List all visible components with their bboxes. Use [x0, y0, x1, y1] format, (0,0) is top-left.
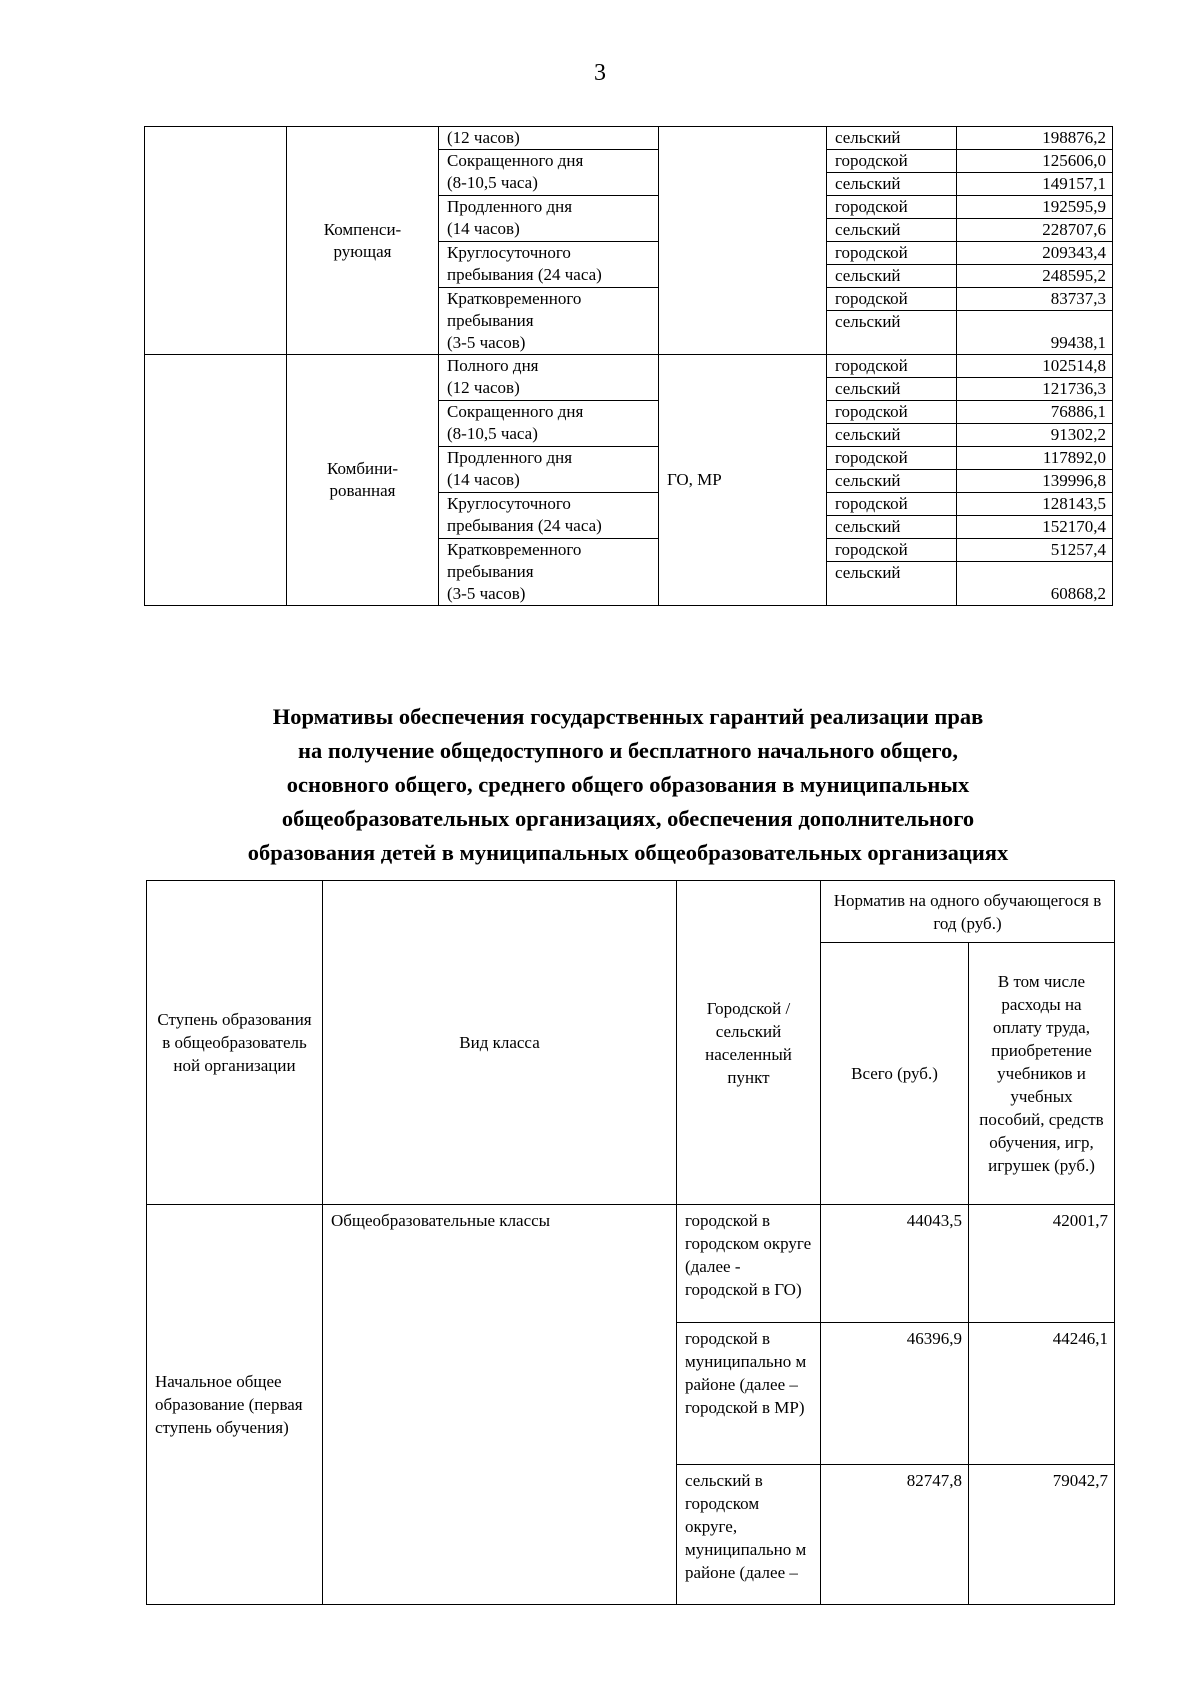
mode-cell: Сокращенного дня (8-10,5 часа) — [439, 401, 659, 447]
value-cell: 192595,9 — [957, 196, 1113, 219]
value-cell: 102514,8 — [957, 355, 1113, 378]
mode-cell: Круглосуточного пребывания (24 часа) — [439, 493, 659, 539]
including-cell: 42001,7 — [969, 1205, 1115, 1323]
settlement-cell: сельский — [827, 173, 957, 196]
settlement-cell: городской — [827, 447, 957, 470]
total-cell: 46396,9 — [821, 1323, 969, 1465]
settlement-cell: городской — [827, 355, 957, 378]
value-cell: 83737,3 — [957, 288, 1113, 311]
settlement-cell: городской в городском округе (далее - городской в ГО) — [677, 1205, 821, 1323]
class-type-cell: Общеобразовательные классы — [323, 1205, 677, 1605]
value-cell: 125606,0 — [957, 150, 1113, 173]
settlement-cell: сельский — [827, 311, 957, 355]
section-heading — [144, 700, 1112, 870]
header-including: В том числе расходы на оплату труда, приобретение учебников и учебных пособий, средств обучения, игр, игрушек (руб.) — [969, 943, 1115, 1205]
mode-cell: Продленного дня (14 часов) — [439, 196, 659, 242]
settlement-cell: сельский — [827, 219, 957, 242]
total-cell: 82747,8 — [821, 1465, 969, 1605]
territory-cell: ГО, МР — [659, 355, 827, 606]
value-cell: 60868,2 — [957, 562, 1113, 606]
preschool-norms-table — [144, 126, 1113, 606]
including-cell: 44246,1 — [969, 1323, 1115, 1465]
value-cell: 117892,0 — [957, 447, 1113, 470]
including-cell: 79042,7 — [969, 1465, 1115, 1605]
settlement-cell: городской — [827, 288, 957, 311]
settlement-cell: сельский — [827, 265, 957, 288]
value-cell: 91302,2 — [957, 424, 1113, 447]
value-cell: 228707,6 — [957, 219, 1113, 242]
settlement-cell: городской — [827, 539, 957, 562]
institution-type-cell: Комбини- рованная — [287, 355, 439, 606]
header-settlement: Городской / сельский населенный пункт — [677, 881, 821, 1205]
mode-cell: Кратковременного пребывания (3-5 часов) — [439, 288, 659, 355]
value-cell: 149157,1 — [957, 173, 1113, 196]
value-cell: 152170,4 — [957, 516, 1113, 539]
header-class-type: Вид класса — [323, 881, 677, 1205]
value-cell: 139996,8 — [957, 470, 1113, 493]
value-cell: 99438,1 — [957, 311, 1113, 355]
heading-line: Нормативы обеспечения государственных гарантий реализации прав — [272, 704, 984, 729]
mode-cell: Кратковременного пребывания (3-5 часов) — [439, 539, 659, 606]
school-norms-table — [146, 880, 1115, 1605]
heading-line: основного общего, среднего общего образования в муниципальных — [286, 772, 970, 797]
settlement-cell: сельский в городском округе, муниципально м районе (далее – — [677, 1465, 821, 1605]
header-stage: Ступень образования в общеобразователь ной организации — [147, 881, 323, 1205]
table-row — [145, 355, 1113, 378]
value-cell: 121736,3 — [957, 378, 1113, 401]
header-norm-group: Норматив на одного обучающегося в год (руб.) — [821, 881, 1115, 943]
value-cell: 248595,2 — [957, 265, 1113, 288]
settlement-cell: городской в муниципально м районе (далее – городской в МР) — [677, 1323, 821, 1465]
header-total: Всего (руб.) — [821, 943, 969, 1205]
page-number: 3 — [594, 60, 606, 86]
value-cell: 51257,4 — [957, 539, 1113, 562]
settlement-cell: сельский — [827, 127, 957, 150]
mode-cell: Круглосуточного пребывания (24 часа) — [439, 242, 659, 288]
territory-cell — [659, 127, 827, 355]
heading-line: образования детей в муниципальных общеобразовательных организациях — [247, 840, 1009, 865]
settlement-cell: сельский — [827, 562, 957, 606]
total-cell: 44043,5 — [821, 1205, 969, 1323]
stage-cell: Начальное общее образование (первая ступень обучения) — [147, 1205, 323, 1605]
settlement-cell: городской — [827, 242, 957, 265]
value-cell: 128143,5 — [957, 493, 1113, 516]
settlement-cell: городской — [827, 401, 957, 424]
blank-cell — [145, 355, 287, 606]
table-row — [145, 127, 1113, 150]
settlement-cell: сельский — [827, 378, 957, 401]
settlement-cell: сельский — [827, 516, 957, 539]
heading-line: общеобразовательных организациях, обеспечения дополнительного — [281, 806, 975, 831]
value-cell: 209343,4 — [957, 242, 1113, 265]
heading-line: на получение общедоступного и бесплатного начального общего, — [298, 738, 958, 763]
settlement-cell: городской — [827, 150, 957, 173]
mode-cell: (12 часов) — [439, 127, 659, 150]
settlement-cell: городской — [827, 196, 957, 219]
value-cell: 198876,2 — [957, 127, 1113, 150]
mode-cell: Сокращенного дня (8-10,5 часа) — [439, 150, 659, 196]
mode-cell: Продленного дня (14 часов) — [439, 447, 659, 493]
blank-cell — [145, 127, 287, 355]
settlement-cell: сельский — [827, 470, 957, 493]
mode-cell: Полного дня (12 часов) — [439, 355, 659, 401]
settlement-cell: городской — [827, 493, 957, 516]
value-cell: 76886,1 — [957, 401, 1113, 424]
institution-type-cell: Компенси- рующая — [287, 127, 439, 355]
settlement-cell: сельский — [827, 424, 957, 447]
